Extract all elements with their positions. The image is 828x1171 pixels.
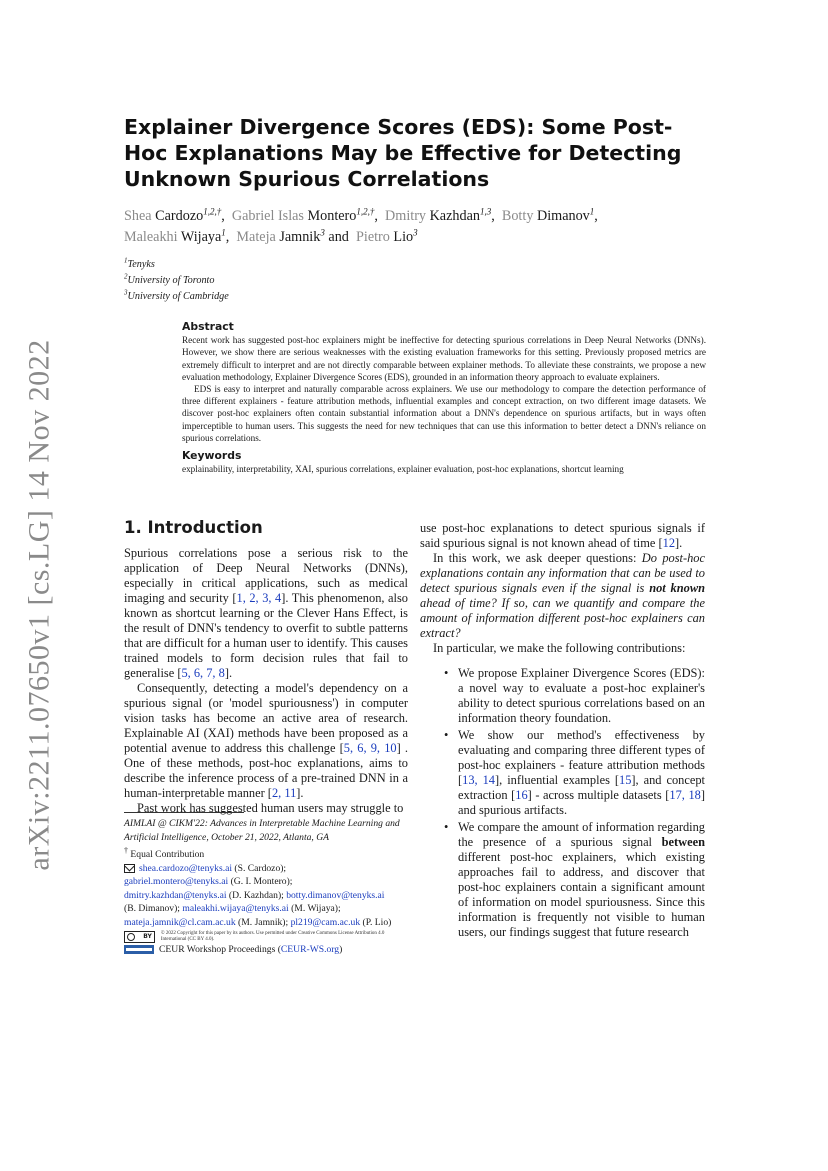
email-line: mateja.jamnik@cl.cam.ac.uk (M. Jamnik); pl219@cam.ac.uk (P. Lio) [124,916,392,928]
citation-link[interactable]: 16 [515,788,528,802]
abstract-section [182,321,706,475]
body-paragraph: In particular, we make the following contributions: [433,641,686,655]
author: Dmitry Kazhdan$^{1,3}$ [385,206,492,224]
paper-title: Explainer Divergence Scores (EDS): Some Post-Hoc Explanations May be Effective for Detecting Unknown Spurious Correlations [124,115,682,191]
venue-note: AIMLAI @ CIKM'22: Advances in Interpretable Machine Learning and Artificial Intelligence, October 21, 2022, Atlanta, GA [124,818,400,843]
author: Mateja Jamnik$^3$ [236,227,325,245]
license-text: © 2022 Copyright for this paper by its authors. Use permitted under Creative Commons License Attribution 4.0 International (CC BY 4.0). [160,931,385,943]
email-line: shea.cardozo@tenyks.ai (S. Cardozo); [124,862,408,876]
email-link[interactable]: dmitry.kazhdan@tenyks.ai [124,889,227,901]
email-link[interactable]: maleakhi.wijaya@tenyks.ai [182,903,289,915]
left-column [124,517,408,816]
section-heading-introduction: 1. Introduction [124,518,263,537]
affiliation: $^3$University of Cambridge [124,288,229,302]
envelope-icon [124,864,135,873]
citation-link[interactable]: 5, 6, 7, 8 [181,666,225,680]
email-link[interactable]: botty.dimanov@tenyks.ai [286,889,385,901]
body-paragraph: Consequently, detecting a model's dependency on a spurious signal (or 'model spuriousness') in computer vision tasks has become an active area of research. Explainable AI (XAI) methods have been proposed as a potential avenue to address this challenge [5, 6, 9, 10] . One of these methods, post-hoc explanations, aims to describe the inference process of a pre-trained DNN in a human-interpretable manner [2, 11]. [124,681,408,800]
right-column [420,521,705,942]
abstract-paragraph: EDS is easy to interpret and naturally comparable across explainers. We use our methodology to compare the detection performance of three different explainers - feature attribution methods, influential examples and concept extraction, on two different image datasets. We discover post-hoc explainers often contain substantial information about a DNN's dependence on spurious artifacts, but in ways often imperceptible to human users. This suggests the need for new techniques that can use this information to better detect a DNN's reliance on spurious correlations. [182,384,706,443]
body-paragraph: In this work, we ask deeper questions: Do post-hoc explanations contain any information that can be used to detect spurious signals even if the signal is not known ahead of time? If so, can we quantify and compare the amount of information different post-hoc explainers can extract? [420,551,705,640]
affiliation-list [124,257,229,305]
keywords-heading: Keywords [182,449,242,463]
email-line: gabriel.montero@tenyks.ai (G. I. Montero); [124,876,293,888]
body-paragraph: use post-hoc explanations to detect spurious signals if said spurious signal is not known ahead of time [12]. [420,521,705,550]
author-list: Shea Cardozo$^{1,2,\dagger}$, Gabriel Islas Montero$^{1,2,\dagger}$, Dmitry Kazhdan$^{1,3}$, Botty Dimanov$^1$, Maleakhi Wijaya$^1$, Mateja Jamnik$^3$ and Pietro Lio$^3$ [124,206,598,245]
abstract-heading: Abstract [182,320,234,333]
citation-link[interactable]: 2, 11 [271,786,297,800]
body-paragraph: Past work has suggested human users may struggle to [137,801,404,815]
email-link[interactable]: mateja.jamnik@cl.cam.ac.uk [124,916,236,928]
cc-license-badge: BY [124,931,155,943]
email-link[interactable]: gabriel.montero@tenyks.ai [124,876,229,888]
affiliation: $^1$Tenyks [124,256,155,270]
contribution-list [420,666,705,940]
arxiv-id-text: arXiv:2211.07650v1 [cs.LG] 14 Nov 2022 [23,339,56,871]
affiliation: $^2$University of Toronto [124,272,215,286]
contribution-item: • We compare the amount of information regarding the presence of a spurious signal between different post-hoc explainers, which existing approaches fail to address, and discover that post-hoc explainers contain a significant amount of information on model spuriousness. Since this information is frequently not visible to human users, our findings suggest that future research [458,820,705,940]
license-line [124,931,408,943]
abstract-paragraph: Recent work has suggested post-hoc explainers might be ineffective for detecting spurious correlations in Deep Neural Networks (DNNs). However, we show there are serious weaknesses with the existing evaluation frameworks for this setting. Previously proposed metrics are extremely difficult to interpret and are not directly comparable between explainer methods. To alleviate these constraints, we propose a new evaluation methodology, Explainer Divergence Scores (EDS), grounded in an information theory approach to evaluate explainers. [182,335,706,382]
author: Maleakhi Wijaya$^1$ [124,227,226,245]
author-conjunction: and [328,229,349,245]
ceur-logo-icon [124,945,154,954]
citation-link[interactable]: 13, 14 [462,773,495,787]
contribution-item: • We propose Explainer Divergence Scores (EDS): a novel way to evaluate a post-hoc explainer's ability to detect spurious correlations based on an information theory foundation. [458,666,705,726]
body-paragraph: Spurious correlations pose a serious risk to the application of Deep Neural Networks (DNNs), especially in critical applications, such as medical imaging and security [1, 2, 3, 4]. This phenomenon, also known as shortcut learning or the Clever Hans Effect, is the result of DNN's tendency to overfit to subtle patterns that are difficult for a human user to identify. This causes trained models to form decision rules that fail to generalise [5, 6, 7, 8]. [124,546,408,680]
equal-contribution-note: † Equal Contribution [124,846,205,861]
author: Shea Cardozo$^{1,2,\dagger}$ [124,206,222,224]
keywords-text: explainability, interpretability, XAI, spurious correlations, explainer evaluation, post-hoc explanations, shortcut learning [182,464,624,475]
email-link[interactable]: pl219@cam.ac.uk [290,916,361,928]
contribution-item: • We show our method's effectiveness by evaluating and comparing three different types of post-hoc explainers - feature attribution methods [13, 14], influential examples [15], and concept extraction [16] - across multiple datasets [17, 18] and spurious artifacts. [458,728,705,818]
footnote-rule [124,812,244,813]
citation-link[interactable]: 1, 2, 3, 4 [236,591,282,605]
footnotes [124,812,408,957]
ceur-link[interactable]: CEUR-WS.org [280,944,340,956]
citation-link[interactable]: 17, 18 [669,788,701,802]
email-line: dmitry.kazhdan@tenyks.ai (D. Kazhdan); botty.dimanov@tenyks.ai [124,889,385,901]
cc-circle-icon [127,933,135,941]
arxiv-identifier [18,339,62,871]
citation-link[interactable]: 5, 6, 9, 10 [343,741,397,755]
email-link[interactable]: shea.cardozo@tenyks.ai [139,862,233,874]
author: Botty Dimanov$^1$ [501,206,595,224]
author: Pietro Lio$^3$ [355,227,418,245]
email-line: (B. Dimanov); maleakhi.wijaya@tenyks.ai (M. Wijaya); [124,903,341,915]
ceur-line: CEUR Workshop Proceedings (CEUR-WS.org) [124,943,408,957]
author: Gabriel Islas Montero$^{1,2,\dagger}$ [231,206,375,224]
citation-link[interactable]: 12 [662,536,676,550]
citation-link[interactable]: 15 [619,773,632,787]
